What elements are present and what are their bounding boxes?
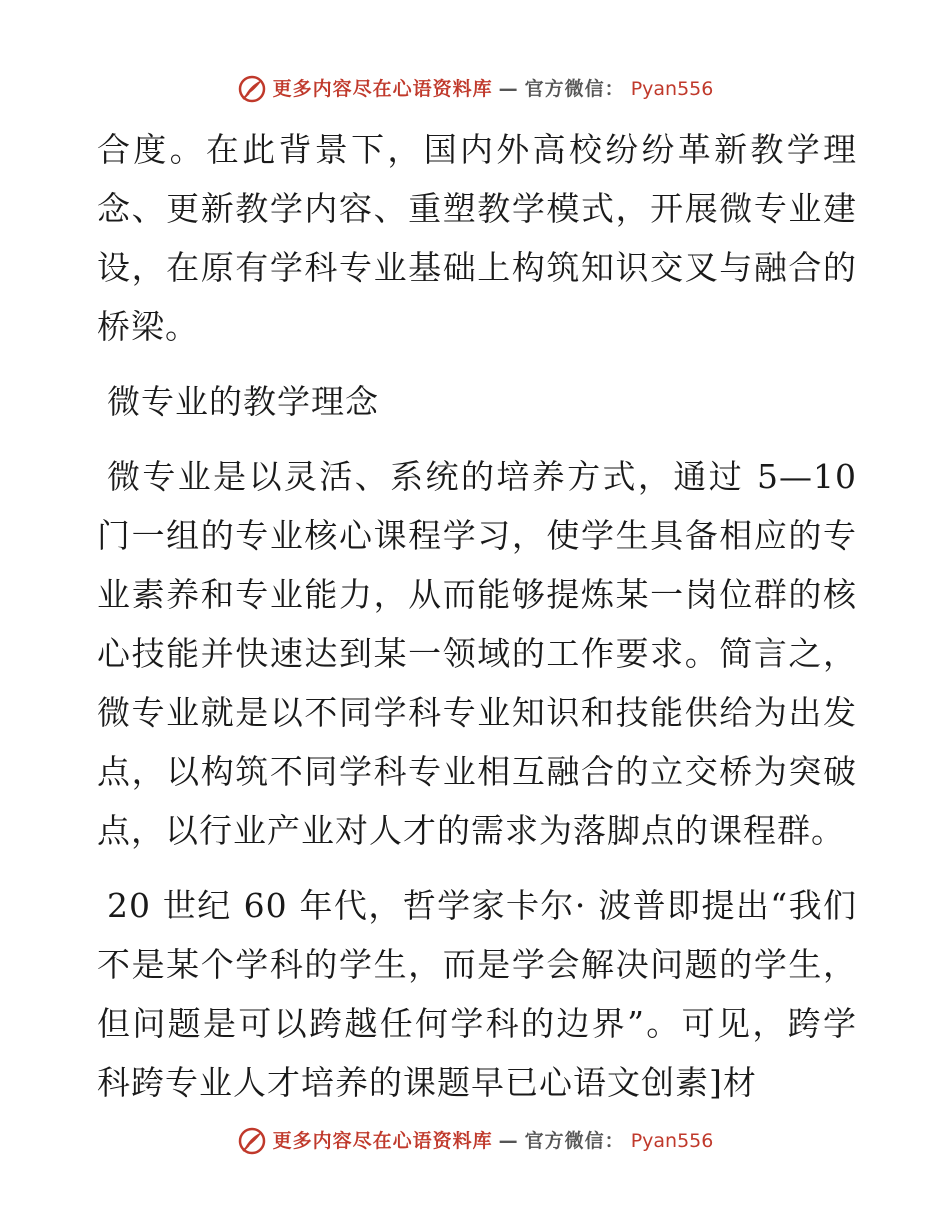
section-heading: 微专业的教学理念 <box>107 382 379 421</box>
watermark-prefix: 更多内容尽在心语资料库 <box>272 1130 493 1152</box>
paragraph-3: 20 世纪 60 年代，哲学家卡尔· 波普即提出“我们不是某个学科的学生，而是学会解决问题的学生，但问题是可以跨越任何学科的边界”。可见，跨学科跨专业人才培养的课题早已心语文创素]材 <box>97 886 857 1102</box>
header-watermark <box>0 74 950 104</box>
feather-pen-logo-icon <box>237 1126 267 1156</box>
watermark-wechat-id: Pyan556 <box>630 1130 714 1152</box>
watermark-prefix: 更多内容尽在心语资料库 <box>272 78 493 100</box>
watermark-official-label: 官方微信： <box>524 1130 625 1152</box>
document-body <box>97 120 857 1128</box>
watermark-official-label: 官方微信： <box>524 78 625 100</box>
watermark-wechat-id: Pyan556 <box>630 78 714 100</box>
paragraph-1: 合度。在此背景下，国内外高校纷纷革新教学理念、更新教学内容、重塑教学模式，开展微专业建设，在原有学科专业基础上构筑知识交叉与融合的桥梁。 <box>97 130 857 346</box>
feather-pen-logo-icon <box>237 74 267 104</box>
footer-watermark <box>0 1126 950 1156</box>
paragraph-2: 微专业是以灵活、系统的培养方式，通过 5—10 门一组的专业核心课程学习，使学生具备相应的专业素养和专业能力，从而能够提炼某一岗位群的核心技能并快速达到某一领域的工作要求。简言之，微专业就是以不同学科专业知识和技能供给为出发点，以构筑不同学科专业相互融合的立交桥为突破点，以行业产业对人才的需求为落脚点的课程群。 <box>97 457 857 850</box>
watermark-separator: — <box>498 78 519 100</box>
watermark-separator: — <box>498 1130 519 1152</box>
